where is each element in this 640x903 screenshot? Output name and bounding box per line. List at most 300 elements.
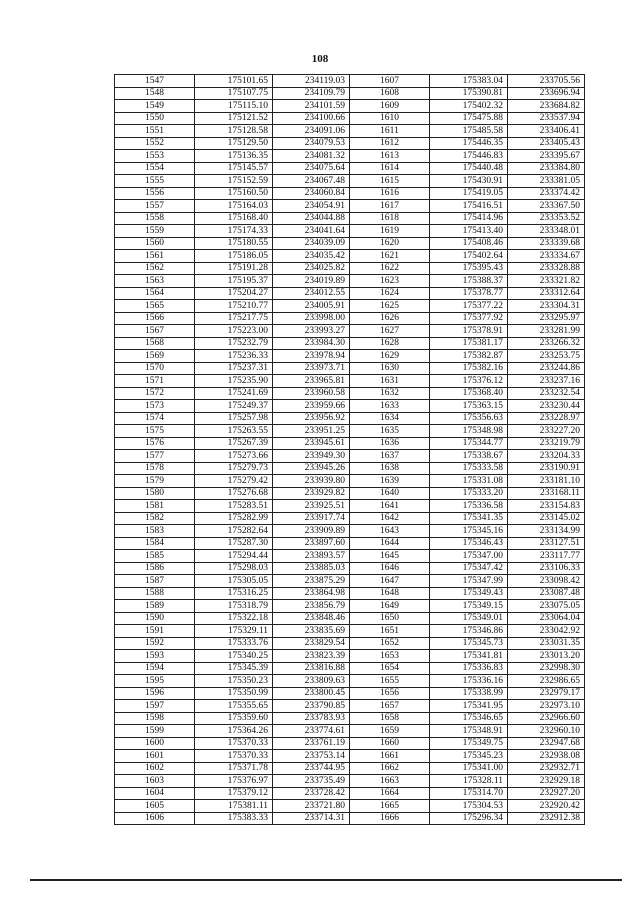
table-row [115,587,585,600]
y-coordinate-cell: 232912.38 [508,812,585,825]
x-coordinate-cell: 175195.37 [195,275,273,288]
point-number-cell: 1637 [350,450,430,463]
x-coordinate-cell: 175298.03 [195,562,273,575]
y-coordinate-cell: 233381.05 [508,175,585,188]
table-row [115,75,585,88]
point-number-cell: 1656 [350,687,430,700]
table-row [115,137,585,150]
x-coordinate-cell: 175191.28 [195,262,273,275]
y-coordinate-cell: 233106.33 [508,562,585,575]
point-number-cell: 1548 [115,87,195,100]
point-number-cell: 1632 [350,387,430,400]
point-number-cell: 1617 [350,200,430,213]
x-coordinate-cell: 175370.33 [195,737,273,750]
point-number-cell: 1607 [350,75,430,88]
point-number-cell: 1615 [350,175,430,188]
point-number-cell: 1582 [115,512,195,525]
x-coordinate-cell: 175345.23 [430,750,508,763]
y-coordinate-cell: 234019.89 [273,275,350,288]
y-coordinate-cell: 233735.49 [273,775,350,788]
table-row [115,537,585,550]
x-coordinate-cell: 175210.77 [195,300,273,313]
x-coordinate-cell: 175338.99 [430,687,508,700]
y-coordinate-cell: 233949.30 [273,450,350,463]
y-coordinate-cell: 233367.50 [508,200,585,213]
x-coordinate-cell: 175217.75 [195,312,273,325]
x-coordinate-cell: 175376.97 [195,775,273,788]
point-number-cell: 1558 [115,212,195,225]
y-coordinate-cell: 233237.16 [508,375,585,388]
x-coordinate-cell: 175282.64 [195,525,273,538]
point-number-cell: 1610 [350,112,430,125]
table-row [115,362,585,375]
y-coordinate-cell: 233864.98 [273,587,350,600]
point-number-cell: 1666 [350,812,430,825]
x-coordinate-cell: 175376.12 [430,375,508,388]
y-coordinate-cell: 233823.39 [273,650,350,663]
x-coordinate-cell: 175485.58 [430,125,508,138]
y-coordinate-cell: 233696.94 [508,87,585,100]
x-coordinate-cell: 175341.00 [430,762,508,775]
x-coordinate-cell: 175382.87 [430,350,508,363]
x-coordinate-cell: 175402.64 [430,250,508,263]
x-coordinate-cell: 175388.37 [430,275,508,288]
x-coordinate-cell: 175355.65 [195,700,273,713]
point-number-cell: 1554 [115,162,195,175]
y-coordinate-cell: 233374.42 [508,187,585,200]
x-coordinate-cell: 175333.20 [430,487,508,500]
y-coordinate-cell: 233228.97 [508,412,585,425]
y-coordinate-cell: 233406.41 [508,125,585,138]
y-coordinate-cell: 233984.30 [273,337,350,350]
x-coordinate-cell: 175276.68 [195,487,273,500]
y-coordinate-cell: 233230.44 [508,400,585,413]
y-coordinate-cell: 233204.33 [508,450,585,463]
point-number-cell: 1571 [115,375,195,388]
y-coordinate-cell: 233945.61 [273,437,350,450]
y-coordinate-cell: 234044.88 [273,212,350,225]
table-row [115,562,585,575]
point-number-cell: 1590 [115,612,195,625]
y-coordinate-cell: 234005.91 [273,300,350,313]
x-coordinate-cell: 175186.05 [195,250,273,263]
x-coordinate-cell: 175341.81 [430,650,508,663]
y-coordinate-cell: 233064.04 [508,612,585,625]
y-coordinate-cell: 233909.89 [273,525,350,538]
point-number-cell: 1599 [115,725,195,738]
point-number-cell: 1577 [115,450,195,463]
y-coordinate-cell: 234039.09 [273,237,350,250]
y-coordinate-cell: 232938.08 [508,750,585,763]
x-coordinate-cell: 175338.67 [430,450,508,463]
x-coordinate-cell: 175236.33 [195,350,273,363]
y-coordinate-cell: 232947.68 [508,737,585,750]
x-coordinate-cell: 175341.95 [430,700,508,713]
x-coordinate-cell: 175232.79 [195,337,273,350]
x-coordinate-cell: 175174.33 [195,225,273,238]
x-coordinate-cell: 175314.70 [430,787,508,800]
point-number-cell: 1654 [350,662,430,675]
x-coordinate-cell: 175279.73 [195,462,273,475]
point-number-cell: 1568 [115,337,195,350]
table-row [115,250,585,263]
point-number-cell: 1553 [115,150,195,163]
table-row [115,337,585,350]
point-number-cell: 1588 [115,587,195,600]
point-number-cell: 1592 [115,637,195,650]
x-coordinate-cell: 175273.66 [195,450,273,463]
x-coordinate-cell: 175350.99 [195,687,273,700]
x-coordinate-cell: 175381.11 [195,800,273,813]
y-coordinate-cell: 234041.64 [273,225,350,238]
x-coordinate-cell: 175336.16 [430,675,508,688]
y-coordinate-cell: 234054.91 [273,200,350,213]
x-coordinate-cell: 175340.25 [195,650,273,663]
x-coordinate-cell: 175257.98 [195,412,273,425]
y-coordinate-cell: 233127.51 [508,537,585,550]
table-row [115,475,585,488]
y-coordinate-cell: 233848.46 [273,612,350,625]
x-coordinate-cell: 175378.91 [430,325,508,338]
point-number-cell: 1596 [115,687,195,700]
y-coordinate-cell: 233117.77 [508,550,585,563]
point-number-cell: 1580 [115,487,195,500]
y-coordinate-cell: 233978.94 [273,350,350,363]
table-row [115,512,585,525]
point-number-cell: 1621 [350,250,430,263]
point-number-cell: 1603 [115,775,195,788]
y-coordinate-cell: 233348.01 [508,225,585,238]
point-number-cell: 1631 [350,375,430,388]
point-number-cell: 1591 [115,625,195,638]
table-row [115,200,585,213]
point-number-cell: 1650 [350,612,430,625]
point-number-cell: 1660 [350,737,430,750]
y-coordinate-cell: 233098.42 [508,575,585,588]
table-row [115,462,585,475]
y-coordinate-cell: 233145.02 [508,512,585,525]
point-number-cell: 1586 [115,562,195,575]
y-coordinate-cell: 233998.00 [273,312,350,325]
x-coordinate-cell: 175446.83 [430,150,508,163]
x-coordinate-cell: 175347.99 [430,575,508,588]
point-number-cell: 1626 [350,312,430,325]
table-row [115,800,585,813]
y-coordinate-cell: 234079.53 [273,137,350,150]
x-coordinate-cell: 175475.88 [430,112,508,125]
point-number-cell: 1628 [350,337,430,350]
x-coordinate-cell: 175168.40 [195,212,273,225]
x-coordinate-cell: 175287.30 [195,537,273,550]
table-row [115,625,585,638]
y-coordinate-cell: 234091.06 [273,125,350,138]
point-number-cell: 1658 [350,712,430,725]
table-row [115,812,585,825]
point-number-cell: 1641 [350,500,430,513]
x-coordinate-cell: 175416.51 [430,200,508,213]
point-number-cell: 1562 [115,262,195,275]
y-coordinate-cell: 233753.14 [273,750,350,763]
y-coordinate-cell: 233181.10 [508,475,585,488]
x-coordinate-cell: 175283.51 [195,500,273,513]
x-coordinate-cell: 175359.60 [195,712,273,725]
x-coordinate-cell: 175223.00 [195,325,273,338]
table-row [115,700,585,713]
x-coordinate-cell: 175296.34 [430,812,508,825]
x-coordinate-cell: 175346.65 [430,712,508,725]
y-coordinate-cell: 233897.60 [273,537,350,550]
point-number-cell: 1575 [115,425,195,438]
y-coordinate-cell: 233917.74 [273,512,350,525]
point-number-cell: 1589 [115,600,195,613]
x-coordinate-cell: 175349.75 [430,737,508,750]
x-coordinate-cell: 175101.65 [195,75,273,88]
y-coordinate-cell: 233816.88 [273,662,350,675]
y-coordinate-cell: 233945.26 [273,462,350,475]
y-coordinate-cell: 234012.55 [273,287,350,300]
y-coordinate-cell: 233244.86 [508,362,585,375]
y-coordinate-cell: 232986.65 [508,675,585,688]
table-row [115,412,585,425]
x-coordinate-cell: 175446.35 [430,137,508,150]
point-number-cell: 1559 [115,225,195,238]
point-number-cell: 1629 [350,350,430,363]
point-number-cell: 1620 [350,237,430,250]
point-number-cell: 1583 [115,525,195,538]
point-number-cell: 1549 [115,100,195,113]
point-number-cell: 1643 [350,525,430,538]
point-number-cell: 1661 [350,750,430,763]
x-coordinate-cell: 175377.92 [430,312,508,325]
point-number-cell: 1611 [350,125,430,138]
y-coordinate-cell: 233835.69 [273,625,350,638]
y-coordinate-cell: 233168.11 [508,487,585,500]
x-coordinate-cell: 175347.42 [430,562,508,575]
x-coordinate-cell: 175329.11 [195,625,273,638]
point-number-cell: 1557 [115,200,195,213]
y-coordinate-cell: 233783.93 [273,712,350,725]
x-coordinate-cell: 175336.58 [430,500,508,513]
y-coordinate-cell: 233013.20 [508,650,585,663]
x-coordinate-cell: 175370.33 [195,750,273,763]
table-row [115,662,585,675]
y-coordinate-cell: 233960.58 [273,387,350,400]
point-number-cell: 1601 [115,750,195,763]
point-number-cell: 1600 [115,737,195,750]
x-coordinate-cell: 175395.43 [430,262,508,275]
table-row [115,550,585,563]
table-row [115,650,585,663]
y-coordinate-cell: 233925.51 [273,500,350,513]
table-row [115,675,585,688]
table-row [115,600,585,613]
point-number-cell: 1609 [350,100,430,113]
x-coordinate-cell: 175364.26 [195,725,273,738]
y-coordinate-cell: 233405.43 [508,137,585,150]
x-coordinate-cell: 175440.48 [430,162,508,175]
y-coordinate-cell: 233856.79 [273,600,350,613]
table-row [115,162,585,175]
y-coordinate-cell: 233929.82 [273,487,350,500]
point-number-cell: 1550 [115,112,195,125]
point-number-cell: 1555 [115,175,195,188]
table-row [115,212,585,225]
point-number-cell: 1567 [115,325,195,338]
table-row [115,312,585,325]
x-coordinate-cell: 175241.69 [195,387,273,400]
point-number-cell: 1564 [115,287,195,300]
x-coordinate-cell: 175430.91 [430,175,508,188]
x-coordinate-cell: 175279.42 [195,475,273,488]
table-row [115,287,585,300]
table-row [115,425,585,438]
x-coordinate-cell: 175413.40 [430,225,508,238]
x-coordinate-cell: 175349.01 [430,612,508,625]
x-coordinate-cell: 175322.18 [195,612,273,625]
x-coordinate-cell: 175237.31 [195,362,273,375]
point-number-cell: 1595 [115,675,195,688]
y-coordinate-cell: 234109.79 [273,87,350,100]
y-coordinate-cell: 233790.85 [273,700,350,713]
y-coordinate-cell: 233829.54 [273,637,350,650]
y-coordinate-cell: 233761.19 [273,737,350,750]
point-number-cell: 1645 [350,550,430,563]
table-row [115,437,585,450]
point-number-cell: 1576 [115,437,195,450]
y-coordinate-cell: 233031.35 [508,637,585,650]
x-coordinate-cell: 175145.57 [195,162,273,175]
table-row [115,262,585,275]
y-coordinate-cell: 233395.67 [508,150,585,163]
table-row [115,612,585,625]
y-coordinate-cell: 233959.66 [273,400,350,413]
point-number-cell: 1598 [115,712,195,725]
point-number-cell: 1597 [115,700,195,713]
point-number-cell: 1630 [350,362,430,375]
y-coordinate-cell: 233334.67 [508,250,585,263]
point-number-cell: 1566 [115,312,195,325]
y-coordinate-cell: 233281.99 [508,325,585,338]
y-coordinate-cell: 233744.95 [273,762,350,775]
x-coordinate-cell: 175347.00 [430,550,508,563]
point-number-cell: 1665 [350,800,430,813]
x-coordinate-cell: 175164.03 [195,200,273,213]
table-row [115,737,585,750]
y-coordinate-cell: 233993.27 [273,325,350,338]
point-number-cell: 1649 [350,600,430,613]
point-number-cell: 1647 [350,575,430,588]
y-coordinate-cell: 234035.42 [273,250,350,263]
y-coordinate-cell: 233312.64 [508,287,585,300]
y-coordinate-cell: 233893.57 [273,550,350,563]
x-coordinate-cell: 175408.46 [430,237,508,250]
y-coordinate-cell: 233154.83 [508,500,585,513]
table-row [115,787,585,800]
table-row [115,487,585,500]
y-coordinate-cell: 233219.79 [508,437,585,450]
y-coordinate-cell: 233721.80 [273,800,350,813]
x-coordinate-cell: 175345.16 [430,525,508,538]
page-number: 108 [311,53,329,65]
point-number-cell: 1604 [115,787,195,800]
y-coordinate-cell: 234119.03 [273,75,350,88]
table-row [115,237,585,250]
x-coordinate-cell: 175346.86 [430,625,508,638]
y-coordinate-cell: 234067.48 [273,175,350,188]
point-number-cell: 1619 [350,225,430,238]
x-coordinate-cell: 175282.99 [195,512,273,525]
point-number-cell: 1579 [115,475,195,488]
point-number-cell: 1593 [115,650,195,663]
y-coordinate-cell: 233774.61 [273,725,350,738]
point-number-cell: 1640 [350,487,430,500]
y-coordinate-cell: 233384.80 [508,162,585,175]
x-coordinate-cell: 175318.79 [195,600,273,613]
y-coordinate-cell: 232973.10 [508,700,585,713]
point-number-cell: 1574 [115,412,195,425]
table-row [115,300,585,313]
point-number-cell: 1657 [350,700,430,713]
table-row [115,225,585,238]
y-coordinate-cell: 233684.82 [508,100,585,113]
point-number-cell: 1614 [350,162,430,175]
table-row [115,637,585,650]
table-row [115,375,585,388]
y-coordinate-cell: 233227.20 [508,425,585,438]
x-coordinate-cell: 175414.96 [430,212,508,225]
point-number-cell: 1584 [115,537,195,550]
y-coordinate-cell: 233951.25 [273,425,350,438]
point-number-cell: 1663 [350,775,430,788]
y-coordinate-cell: 234060.84 [273,187,350,200]
point-number-cell: 1556 [115,187,195,200]
y-coordinate-cell: 233809.63 [273,675,350,688]
y-coordinate-cell: 233075.05 [508,600,585,613]
x-coordinate-cell: 175419.05 [430,187,508,200]
table-row [115,575,585,588]
point-number-cell: 1623 [350,275,430,288]
y-coordinate-cell: 232979.17 [508,687,585,700]
y-coordinate-cell: 233875.29 [273,575,350,588]
point-number-cell: 1616 [350,187,430,200]
x-coordinate-cell: 175381.17 [430,337,508,350]
y-coordinate-cell: 233304.31 [508,300,585,313]
y-coordinate-cell: 234075.64 [273,162,350,175]
x-coordinate-cell: 175383.33 [195,812,273,825]
point-number-cell: 1573 [115,400,195,413]
x-coordinate-cell: 175363.15 [430,400,508,413]
x-coordinate-cell: 175180.55 [195,237,273,250]
point-number-cell: 1642 [350,512,430,525]
x-coordinate-cell: 175379.12 [195,787,273,800]
point-number-cell: 1547 [115,75,195,88]
x-coordinate-cell: 175345.39 [195,662,273,675]
y-coordinate-cell: 233353.52 [508,212,585,225]
table-row [115,100,585,113]
coordinates-table [114,74,585,825]
y-coordinate-cell: 234025.82 [273,262,350,275]
x-coordinate-cell: 175305.05 [195,575,273,588]
y-coordinate-cell: 233328.88 [508,262,585,275]
point-number-cell: 1625 [350,300,430,313]
y-coordinate-cell: 232932.71 [508,762,585,775]
point-number-cell: 1618 [350,212,430,225]
y-coordinate-cell: 234101.59 [273,100,350,113]
table-row [115,187,585,200]
x-coordinate-cell: 175378.77 [430,287,508,300]
y-coordinate-cell: 233266.32 [508,337,585,350]
point-number-cell: 1561 [115,250,195,263]
